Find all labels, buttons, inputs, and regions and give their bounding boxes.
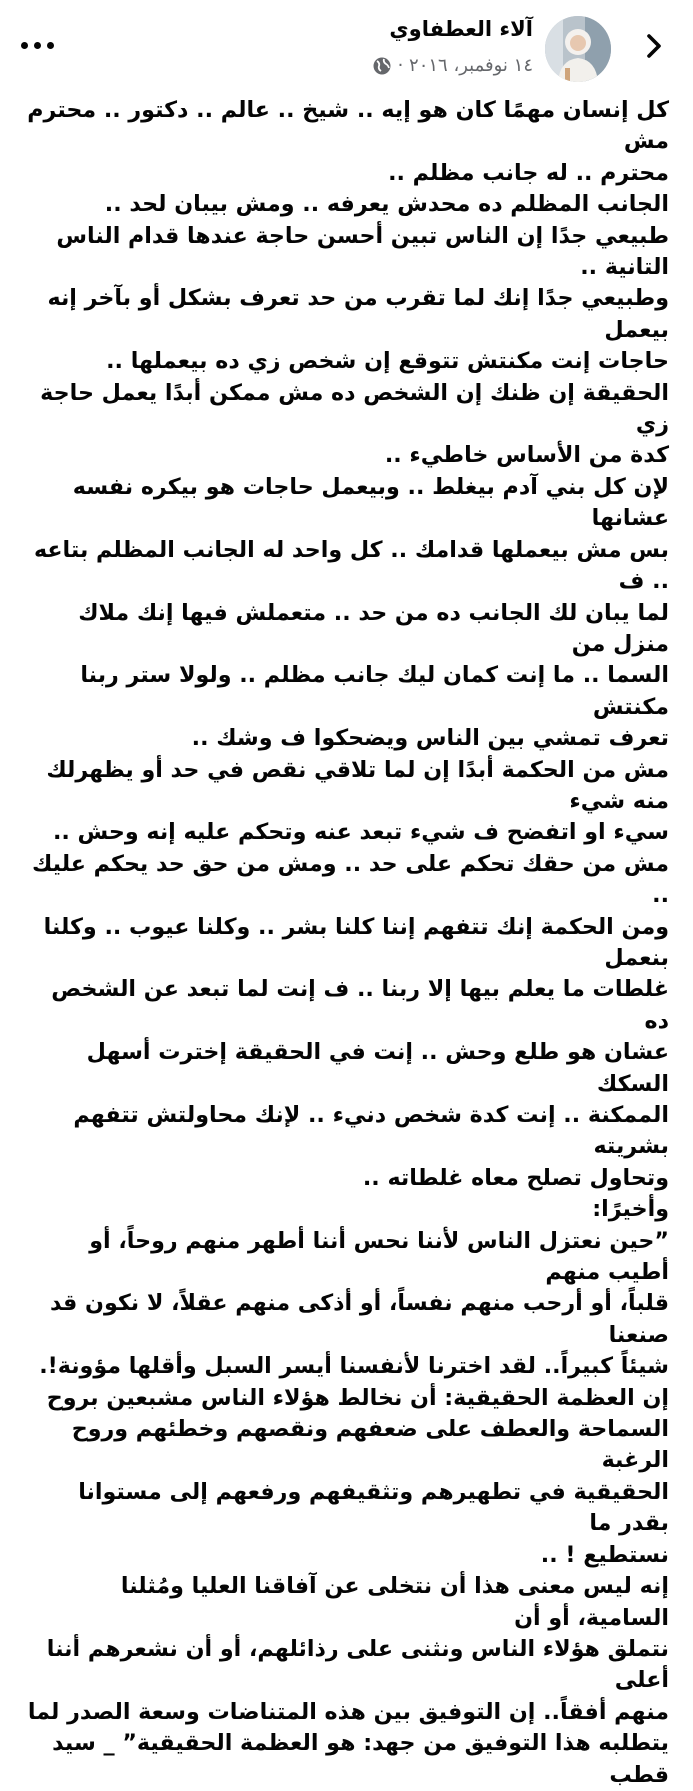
post-line: كدة من الأساس خاطيء .. [384, 442, 669, 469]
post-line: وأخيرًا: [592, 1196, 669, 1223]
post-line: غلطات ما يعلم بيها إلا ربنا .. ف إنت لما تبعد عن الشخص ده [51, 976, 669, 1034]
post-line: الجانب المظلم ده محدش يعرفه .. ومش بيبان لحد .. [104, 191, 669, 218]
post-line: ومن الحكمة إنك تتفهم إننا كلنا بشر .. وكلنا عيوب .. وكلنا بنعمل [43, 913, 669, 971]
post-line: نتملق هؤلاء الناس ونثنى على رذائلهم، أو أن نشعرهم أننا أعلى [46, 1635, 669, 1694]
post-line: محترم .. له جانب مظلم .. [388, 159, 669, 186]
post-line: مش من حقك تحكم على حد .. ومش من حق حد يحكم عليك .. [31, 850, 669, 909]
post-meta [372, 55, 533, 76]
post-line: حاجات إنت مكنتش تتوقع إن شخص زي ده بيعملها .. [106, 348, 669, 375]
post-line: لإن كل بني آدم بيغلط .. وبيعمل حاجات هو بيكره نفسه عشانها [72, 473, 669, 532]
post-line: تعرف تمشي بين الناس ويضحكوا ف وشك .. [191, 725, 669, 752]
post-text [0, 95, 693, 1791]
post-line: يتطلبه هذا التوفيق من جهد: هو العظمة الحقيقية” _ سيد قطب [52, 1730, 669, 1788]
post-line: منهم أفقاً.. إن التوفيق بين هذه المتناضات وسعة الصدر لما [27, 1698, 669, 1725]
post-line: طبيعي جدًا إن الناس تبين أحسن حاجة عندها قدام الناس التانية .. [56, 222, 669, 281]
more-dots-icon [21, 42, 28, 49]
post-line: سيء او اتفضح ف شيء تبعد عنه وتحكم عليه إنه وحش .. [52, 819, 669, 846]
globe-icon [372, 56, 392, 76]
post-line: وطبيعي جدًا إنك لما تقرب من حد تعرف بشكل أو بآخر إنه بيعمل [47, 285, 669, 343]
post-line: شيئاً كبيراً.. لقد اخترنا لأنفسنا أيسر السبل وأقلها مؤونة!. [39, 1353, 669, 1380]
author-name[interactable]: آلاء العطفاوي [389, 17, 533, 41]
post-header [0, 0, 693, 92]
post-date[interactable]: ١٤ نوفمبر، ٢٠١٦ · [397, 55, 533, 76]
post-line: قلباً، أو أرحب منهم نفساً، أو أذكى منهم عقلاً، لا نكون قد صنعنا [49, 1290, 669, 1348]
post-line: مش من الحكمة أبدًا إن لما تلاقي نقص في حد أو يظهرلك منه شيء [46, 756, 669, 814]
post-line: إنه ليس معنى هذا أن نتخلى عن آفاقنا العليا ومُثلنا السامية، أو أن [120, 1573, 669, 1631]
back-arrow-icon [646, 33, 662, 59]
more-options-button[interactable] [16, 30, 58, 60]
avatar-image [545, 16, 611, 82]
avatar[interactable] [545, 16, 611, 82]
back-button[interactable] [636, 26, 672, 66]
post-line: نستطيع ! .. [540, 1541, 669, 1568]
post-line: لما يبان لك الجانب ده من حد .. متعملش فيها إنك ملاك منزل من [78, 599, 669, 657]
post-line: ”حين نعتزل الناس لأننا نحس أننا أطهر منهم روحاً، أو أطيب منهم [89, 1227, 669, 1286]
post-line: عشان هو طلع وحش .. إنت في الحقيقة إخترت أسهل السكك [86, 1039, 669, 1097]
post-line: بس مش بيعملها قدامك .. كل واحد له الجانب المظلم بتاعه .. ف [33, 536, 669, 595]
post-line: وتحاول تصلح معاه غلطاته .. [362, 1164, 669, 1191]
post-line: الحقيقية في تطهيرهم وتثقيفهم ورفعهم إلى مستوانا بقدر ما [78, 1478, 669, 1537]
post-line: السما .. ما إنت كمان ليك جانب مظلم .. ولولا ستر ربنا مكنتش [80, 662, 669, 720]
post-line: إن العظمة الحقيقية: أن نخالط هؤلاء الناس مشبعين بروح [46, 1384, 669, 1411]
post-line: الحقيقة إن ظنك إن الشخص ده مش ممكن أبدًا يعمل حاجة زي [40, 379, 669, 438]
post-line: السماحة والعطف على ضعفهم ونقصهم وخطئهم وروح الرغبة [71, 1416, 669, 1474]
post-line: كل إنسان مهمًا كان هو إيه .. شيخ .. عالم .. دكتور .. محترم مش [27, 97, 669, 155]
post-line: الممكنة .. إنت كدة شخص دنيء .. لإنك محاولتش تتفهم بشريته [73, 1102, 669, 1160]
